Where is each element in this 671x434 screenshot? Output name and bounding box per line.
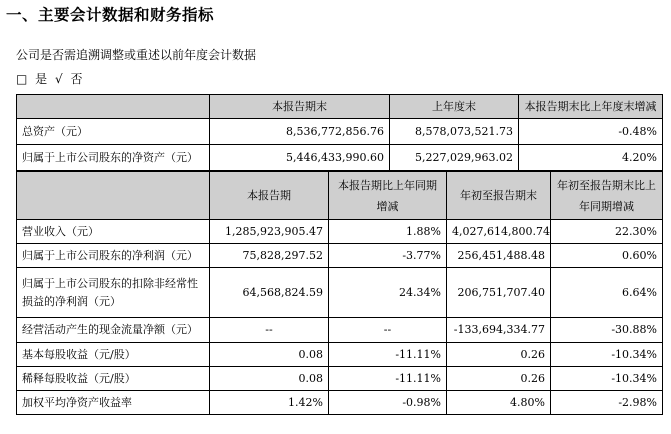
header-cell-change: 本报告期末比上年度末增减: [519, 95, 663, 119]
row-label: 归属于上市公司股东的净利润（元）: [17, 244, 210, 268]
table-row: [17, 391, 663, 415]
table-cell: 5,446,433,990.60: [210, 145, 390, 171]
table-cell: 1,285,923,905.47: [210, 220, 329, 244]
check-mark-icon: √: [55, 72, 63, 86]
table-cell: 0.08: [210, 343, 329, 367]
table-cell: 0.26: [447, 343, 551, 367]
table-cell: --: [210, 318, 329, 343]
table-row: [17, 318, 663, 343]
table-cell: 64,568,824.59: [210, 268, 329, 318]
balance-sheet-table: [16, 94, 663, 171]
table-header-row: [17, 172, 663, 220]
row-label: 基本每股收益（元/股）: [17, 343, 210, 367]
restate-question: 公司是否需追溯调整或重述以前年度会计数据: [16, 48, 257, 62]
table-row: [17, 343, 663, 367]
income-table: [16, 171, 663, 415]
row-label: 总资产（元）: [17, 119, 210, 145]
table-cell: 1.42%: [210, 391, 329, 415]
yes-label: 是: [35, 72, 48, 86]
row-label: 经营活动产生的现金流量净额（元）: [17, 318, 210, 343]
no-label: 否: [70, 72, 83, 86]
table-cell: -30.88%: [551, 318, 663, 343]
header-cell-this-period: 本报告期: [210, 172, 329, 220]
table-cell: 0.08: [210, 367, 329, 391]
table-cell: 4.80%: [447, 391, 551, 415]
table-cell: -3.77%: [329, 244, 447, 268]
table-cell: 5,227,029,963.02: [390, 145, 519, 171]
table-cell: 0.60%: [551, 244, 663, 268]
table-cell: 24.34%: [329, 268, 447, 318]
table-cell: 1.88%: [329, 220, 447, 244]
table-cell: -11.11%: [329, 343, 447, 367]
header-cell-blank: [17, 172, 210, 220]
table-cell: 6.64%: [551, 268, 663, 318]
table-cell: 8,578,073,521.73: [390, 119, 519, 145]
table-cell: 256,451,488.48: [447, 244, 551, 268]
table-cell: -133,694,334.77: [447, 318, 551, 343]
table-cell: -10.34%: [551, 343, 663, 367]
restate-answer: [16, 70, 87, 87]
table-cell: 22.30%: [551, 220, 663, 244]
table-row: [17, 119, 663, 145]
section-heading: 一、主要会计数据和财务指标: [6, 6, 215, 24]
header-cell-ytd-change: 年初至报告期末比上年同期增减: [551, 172, 663, 220]
table-row: [17, 145, 663, 171]
table-cell: -11.11%: [329, 367, 447, 391]
table-cell: 75,828,297.52: [210, 244, 329, 268]
table-row: [17, 367, 663, 391]
header-cell-ytd: 年初至报告期末: [447, 172, 551, 220]
table-row: [17, 220, 663, 244]
table-cell: 4,027,614,800.74: [447, 220, 551, 244]
row-label: 加权平均净资产收益率: [17, 391, 210, 415]
header-cell-last-year-end: 上年度末: [390, 95, 519, 119]
row-label: 营业收入（元）: [17, 220, 210, 244]
table-cell: --: [329, 318, 447, 343]
header-cell-period-end: 本报告期末: [210, 95, 390, 119]
row-label: 归属于上市公司股东的扣除非经常性损益的净利润（元）: [17, 268, 210, 318]
table-cell: -0.98%: [329, 391, 447, 415]
table-header-row: [17, 95, 663, 119]
row-label: 稀释每股收益（元/股）: [17, 367, 210, 391]
table-row: [17, 244, 663, 268]
table-cell: -0.48%: [519, 119, 663, 145]
table-cell: -2.98%: [551, 391, 663, 415]
table-cell: -10.34%: [551, 367, 663, 391]
header-cell-blank: [17, 95, 210, 119]
table-cell: 206,751,707.40: [447, 268, 551, 318]
table-cell: 0.26: [447, 367, 551, 391]
table-cell: 4.20%: [519, 145, 663, 171]
header-cell-period-change: 本报告期比上年同期增减: [329, 172, 447, 220]
table-row: [17, 268, 663, 318]
table-cell: 8,536,772,856.76: [210, 119, 390, 145]
yes-checkbox: □: [16, 72, 28, 86]
row-label: 归属于上市公司股东的净资产（元）: [17, 145, 210, 171]
